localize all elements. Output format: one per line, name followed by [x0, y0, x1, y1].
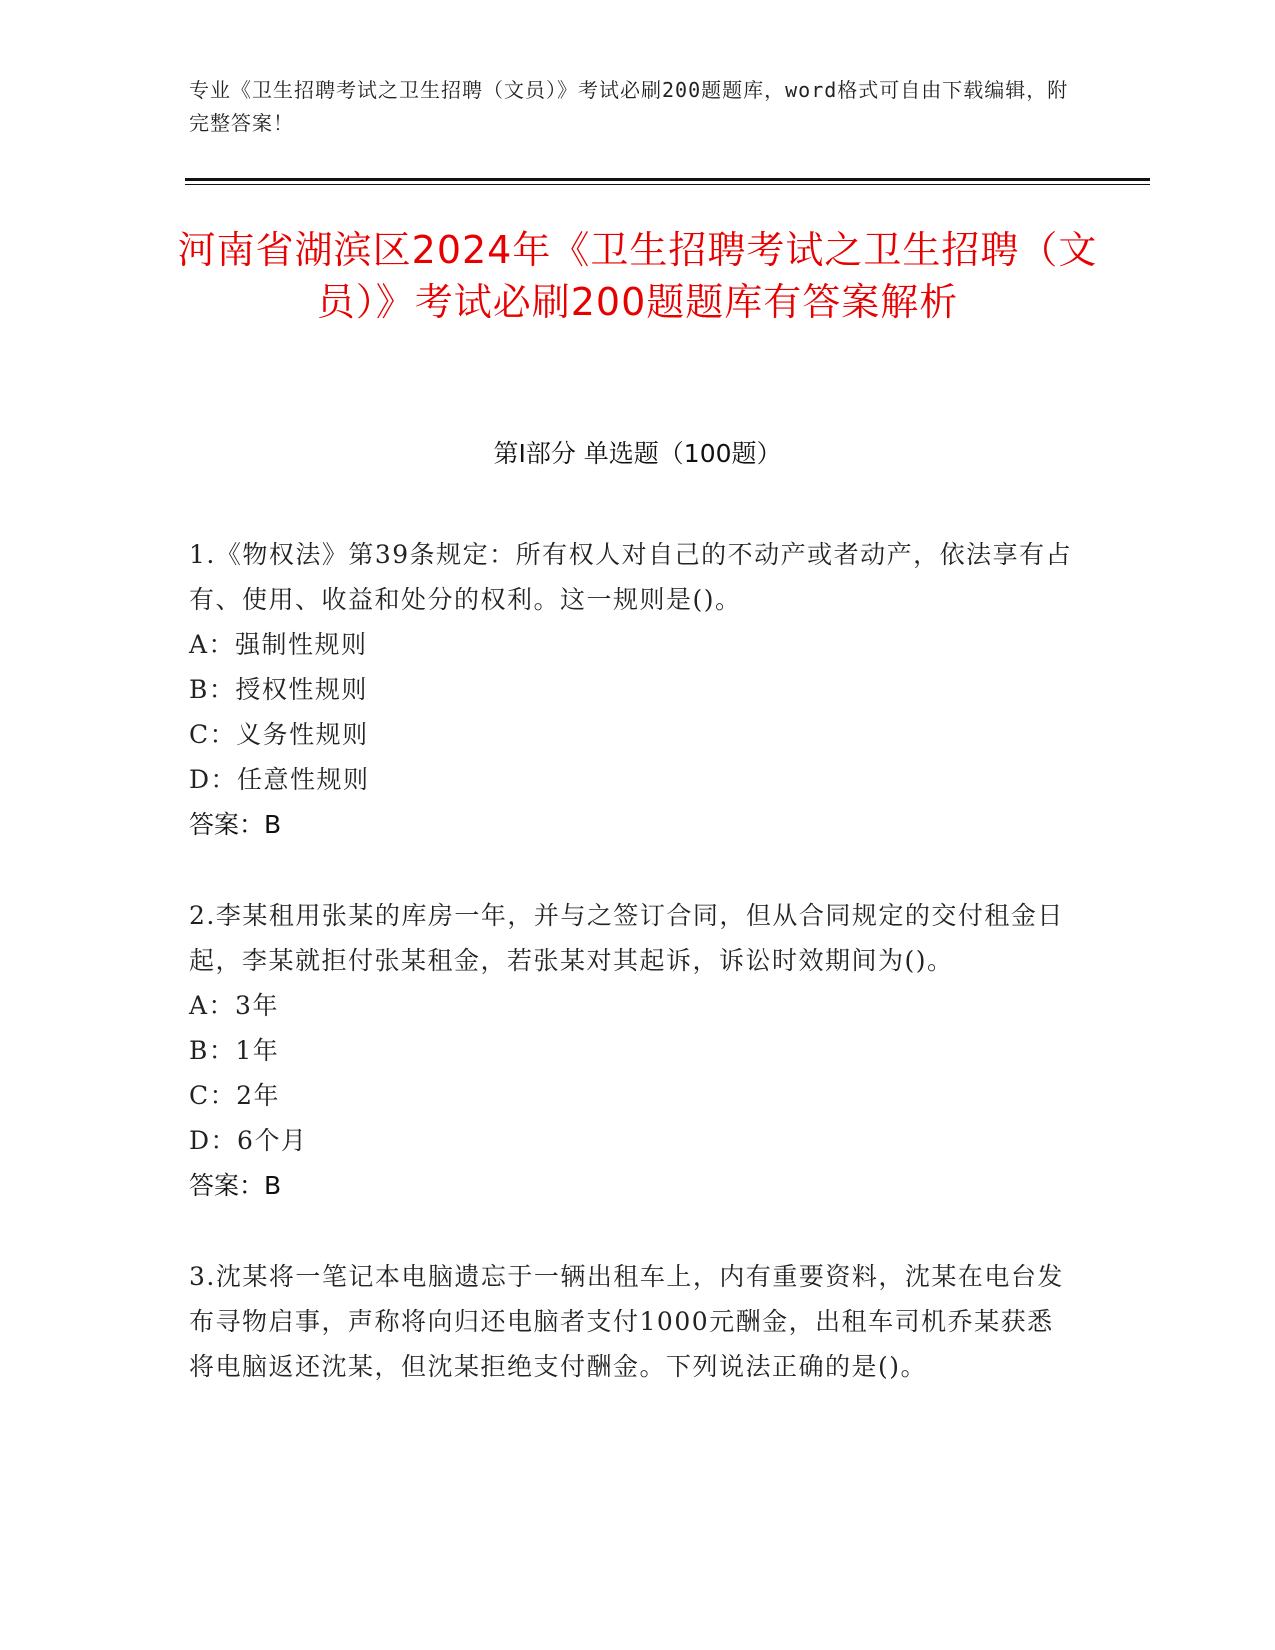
option-a: A：强制性规则 [189, 630, 368, 659]
option-c: C：2年 [189, 1081, 281, 1110]
document-title: 河南省湖滨区2024年《卫生招聘考试之卫生招聘（文员）》考试必刷200题题库有答案解析 [177, 228, 1098, 324]
header-note: 专业《卫生招聘考试之卫生招聘（文员）》考试必刷200题题库，word格式可自由下载编辑，附完整答案！ [189, 78, 1069, 135]
header-divider-thin [185, 184, 1150, 185]
question-list [189, 532, 1079, 1435]
option-a: A：3年 [189, 991, 279, 1020]
question-stem: 3.沈某将一笔记本电脑遗忘于一辆出租车上，内有重要资料，沈某在电台发布寻物启事，声称将向归还电脑者支付1000元酬金，出租车司机乔某获悉将电脑返还沈某，但沈某拒绝支付酬金。下列说法正确的是()。 [189, 1262, 1064, 1381]
question-3 [189, 1254, 1079, 1389]
answer: 答案：B [189, 1171, 282, 1200]
question-stem: 2.李某租用张某的库房一年，并与之签订合同，但从合同规定的交付租金日起，李某就拒付张某租金，若张某对其起诉，诉讼时效期间为()。 [189, 901, 1064, 975]
option-d: D：任意性规则 [189, 765, 370, 794]
option-c: C：义务性规则 [189, 720, 369, 749]
question-stem: 1.《物权法》第39条规定：所有权人对自己的不动产或者动产，依法享有占有、使用、收益和处分的权利。这一规则是()。 [189, 540, 1073, 614]
answer: 答案：B [189, 810, 282, 839]
option-b: B：授权性规则 [189, 675, 368, 704]
header-divider-thick [185, 178, 1150, 181]
option-d: D：6个月 [189, 1126, 308, 1155]
option-b: B：1年 [189, 1036, 280, 1065]
section-heading: 第Ⅰ部分 单选题（100题） [493, 439, 782, 468]
question-2 [189, 893, 1079, 1208]
question-1 [189, 532, 1079, 847]
